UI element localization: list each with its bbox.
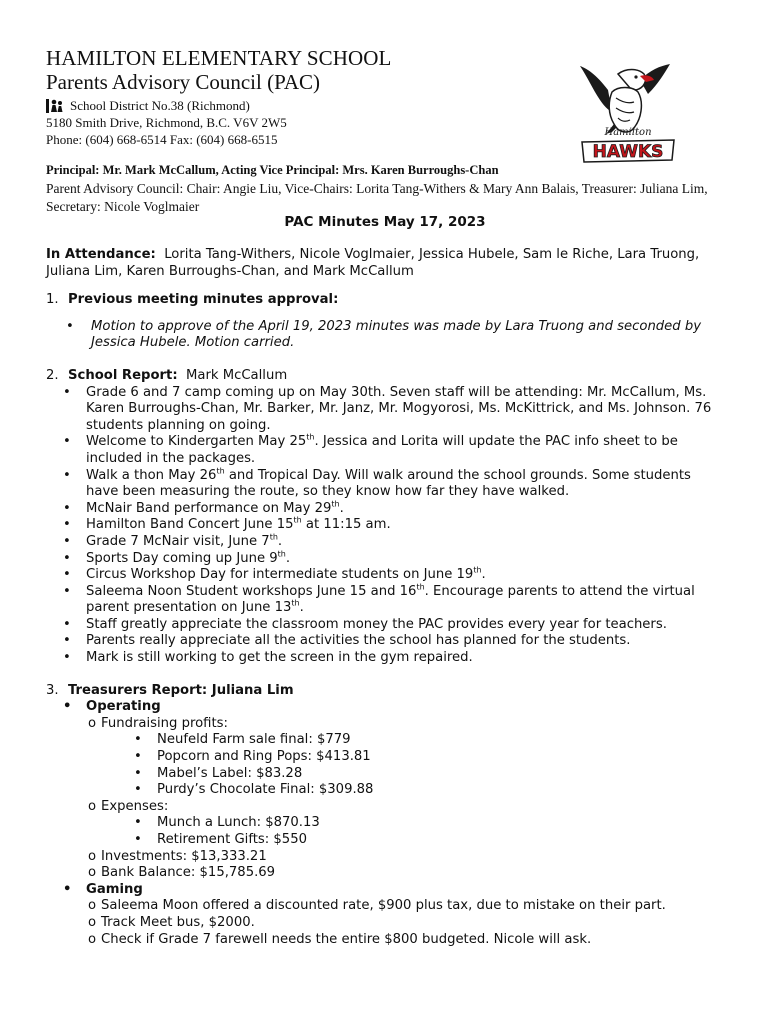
section-number: 3. — [46, 682, 59, 698]
logo-text-top: Hamilton — [604, 127, 652, 138]
council-line: Parent Advisory Council: Chair: Angie Liu, Vice-Chairs: Lorita Tang-Withers & Mary Ann Balais, Treasurer: Juliana Lim, Secretary: Nicole Voglmaier — [46, 181, 708, 214]
list-item: • Walk a thon May 26th and Tropical Day. Will walk around the school grounds. Some students have been measuring the route, so they know how far they have walked. — [46, 468, 718, 501]
list-item: • Mabel’s Label: $83.28 — [46, 766, 718, 783]
list-item: • Popcorn and Ring Pops: $413.81 — [46, 749, 718, 766]
list-item: • Welcome to Kindergarten May 25th. Jessica and Lorita will update the PAC info sheet to be included in the packages. — [46, 434, 718, 467]
section-3-list — [46, 699, 718, 948]
pac-name: Parents Advisory Council (PAC) — [46, 70, 320, 94]
fundraising-heading: o Fundraising profits: — [46, 716, 718, 733]
address: 5180 Smith Drive, Richmond, B.C. V6V 2W5 — [46, 115, 287, 130]
gaming-heading: • Gaming — [46, 882, 718, 899]
list-item: • Motion to approve of the April 19, 2023 minutes was made by Lara Truong and seconded by Jessica Hubele. Motion carried. — [46, 319, 718, 352]
attendance — [46, 247, 718, 280]
list-item: • Parents really appreciate all the activities the school has planned for the students. — [46, 633, 718, 650]
letterhead — [46, 46, 606, 148]
list-item: • Hamilton Band Concert June 15th at 11:15 am. — [46, 517, 718, 534]
list-item: • Grade 7 McNair visit, June 7th. — [46, 534, 718, 551]
district-text: School District No.38 (Richmond) — [70, 98, 250, 113]
hawks-logo — [578, 62, 678, 170]
section-2-list — [46, 385, 718, 667]
list-item: • McNair Band performance on May 29th. — [46, 501, 718, 518]
list-item: • Mark is still working to get the screen in the gym repaired. — [46, 650, 718, 667]
attendance-names: Lorita Tang-Withers, Nicole Voglmaier, Jessica Hubele, Sam le Riche, Lara Truong, Juliana Lim, Karen Burroughs-Chan, and Mark McCallum — [46, 247, 700, 279]
district-line — [46, 97, 606, 114]
list-item: o Check if Grade 7 farewell needs the entire $800 budgeted. Nicole will ask. — [46, 932, 718, 949]
school-name: HAMILTON ELEMENTARY SCHOOL — [46, 46, 392, 70]
list-item: • Neufeld Farm sale final: $779 — [46, 732, 718, 749]
section-1-heading — [46, 292, 718, 309]
list-item: o Saleema Moon offered a discounted rate, $900 plus tax, due to mistake on their part. — [46, 898, 718, 915]
phone-fax: Phone: (604) 668-6514 Fax: (604) 668-6515 — [46, 132, 278, 147]
section-3-heading — [46, 683, 718, 700]
list-item: • Sports Day coming up June 9th. — [46, 551, 718, 568]
list-item: • Purdy’s Chocolate Final: $309.88 — [46, 782, 718, 799]
section-presenter: Mark McCallum — [186, 367, 288, 383]
list-item: • Saleema Noon Student workshops June 15 and 16th. Encourage parents to attend the virtual parent presentation on June 13th. — [46, 584, 718, 617]
section-number: 1. — [46, 292, 59, 308]
attendance-label: In Attendance: — [46, 247, 156, 262]
operating-heading: • Operating — [46, 699, 718, 716]
bank-balance: o Bank Balance: $15,785.69 — [46, 865, 718, 882]
section-2-heading — [46, 368, 718, 385]
list-item: • Munch a Lunch: $870.13 — [46, 815, 718, 832]
section-title: Previous meeting minutes approval: — [68, 292, 339, 308]
investments: o Investments: $13,333.21 — [46, 849, 718, 866]
minutes-body — [46, 247, 718, 948]
section-1-list — [46, 319, 718, 352]
list-item: • Circus Workshop Day for intermediate students on June 19th. — [46, 567, 718, 584]
logo-text-bottom: HAWKS — [592, 142, 664, 162]
people-icon — [46, 99, 64, 113]
section-number: 2. — [46, 367, 59, 383]
list-item: o Track Meet bus, $2000. — [46, 915, 718, 932]
expenses-heading: o Expenses: — [46, 799, 718, 816]
principal-line: Principal: Mr. Mark McCallum, Acting Vice Principal: Mrs. Karen Burroughs-Chan — [46, 163, 499, 177]
section-title: Treasurers Report: Juliana Lim — [68, 682, 294, 698]
list-item: • Staff greatly appreciate the classroom money the PAC provides every year for teachers. — [46, 617, 718, 634]
list-item: • Grade 6 and 7 camp coming up on May 30th. Seven staff will be attending: Mr. McCallum, Ms. Karen Burroughs-Chan, Mr. Barker, Mr. Janz, Mr. Mogyorosi, Ms. McKittrick, and Ms. Johnson. 76 students planning on going. — [46, 385, 718, 435]
section-title: School Report: — [68, 367, 178, 383]
list-item: • Retirement Gifts: $550 — [46, 832, 718, 849]
minutes-title: PAC Minutes May 17, 2023 — [284, 214, 486, 230]
